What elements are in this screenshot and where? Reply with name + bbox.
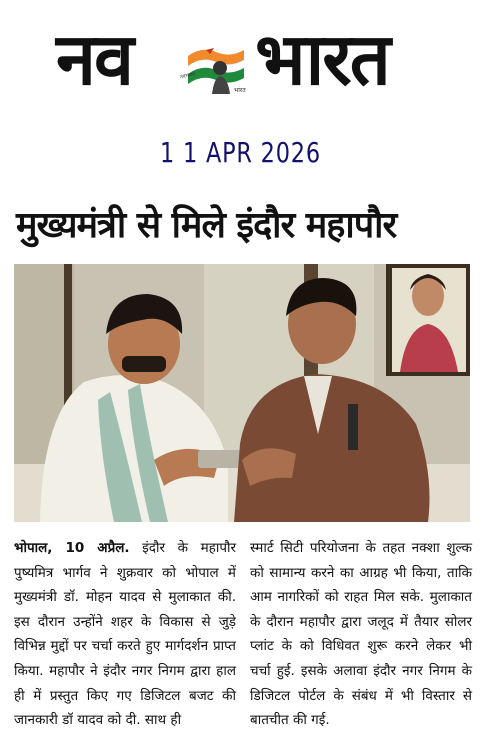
article-column-1 xyxy=(14,536,236,733)
article-headline: मुख्यमंत्री से मिले इंदौर महापौर xyxy=(16,205,397,246)
masthead xyxy=(0,0,480,112)
masthead-title-left: नव xyxy=(56,17,132,101)
article-dateline: भोपाल, 10 अप्रैल. xyxy=(14,540,130,556)
news-photo xyxy=(14,264,470,522)
article-body xyxy=(14,536,472,733)
edition-date: 1 1 APR 2026 xyxy=(160,136,321,169)
masthead-title-right: भारत xyxy=(255,17,389,101)
article-column-2-text: स्मार्ट सिटी परियोजना के तहत नक्शा शुल्क को सामान्य करने का आग्रह भी किया, ताकि आम नागरिकों को राहत मिल सके. मुलाकात के दौरान महापौर द्वारा जलूद में तैयार सोलर प्लांट के को विधिवत शुरू करने लेकर भी चर्चा हुई. इसके अलावा इंदौर नगर निगम के डिजिटल पोर्टल के संबंध में भी विस्तार से बातचीत की गई. xyxy=(250,540,472,729)
logo-label: नवभारत xyxy=(179,71,196,81)
article-column-2 xyxy=(250,536,472,733)
article-column-1-text: इंदौर के महापौर पुष्यमित्र भार्गव ने शुक्रवार को भोपाल में मुख्यमंत्री डॉ. मोहन यादव से मुलाकात की. इस दौरान उन्होंने शहर के विकास से जुड़े विभिन्न मुद्दों पर चर्चा करते हुए मार्गदर्शन प्राप्त किया. महापौर ने इंदौर नगर निगम द्वारा हाल ही में प्रस्तुत किए गए डिजिटल बजट की जानकारी डॉ यादव को दी. साथ ही xyxy=(14,540,236,729)
logo-sub: भारत xyxy=(234,87,246,94)
